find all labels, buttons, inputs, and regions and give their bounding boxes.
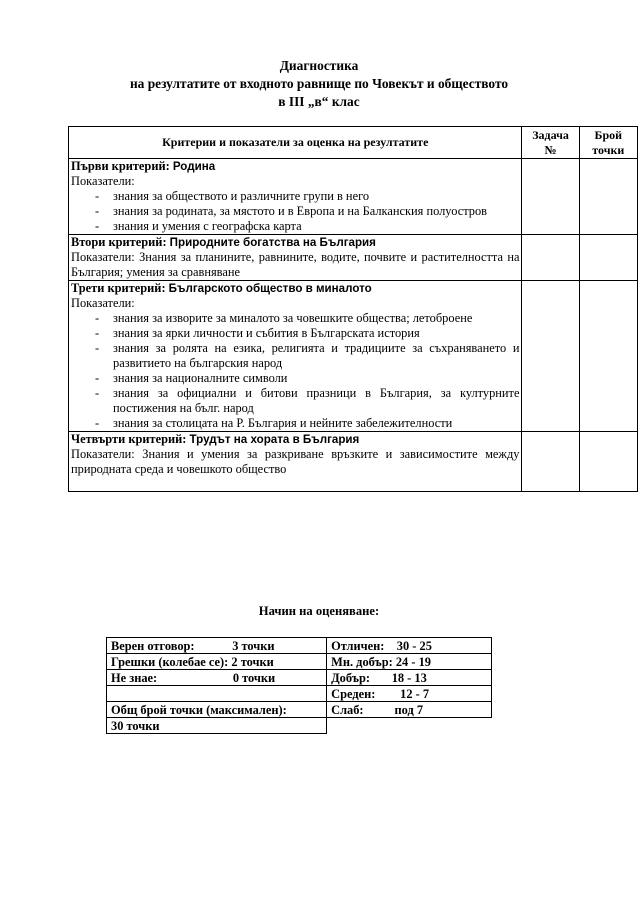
criterion-cell <box>69 235 522 281</box>
criterion-prefix: Трети критерий <box>71 281 162 295</box>
document-title <box>0 57 638 111</box>
criteria-table-header <box>69 127 638 159</box>
grading-row <box>107 702 492 718</box>
indicator-item: - знания за ярки личности и събития в Българската история <box>71 326 519 341</box>
header-task-line1: Задача <box>532 127 569 142</box>
grading-label: Верен отговор: <box>111 638 195 653</box>
header-task <box>522 127 579 159</box>
criterion-prefix: Четвърти критерий <box>71 432 183 446</box>
header-points-line1: Брой <box>594 127 623 142</box>
points-cell <box>579 281 637 432</box>
indicator-list <box>71 189 519 234</box>
grading-left-cell: Грешки (колебае се): 2 точки <box>107 654 327 670</box>
header-criteria: Критерии и показатели за оценка на резултатите <box>69 127 522 159</box>
criterion-cell <box>69 432 522 492</box>
grading-right-cell <box>327 638 492 654</box>
indicator-item: - знания за националните символи <box>71 371 519 386</box>
grading-right-cell <box>327 702 492 718</box>
points-cell <box>579 159 637 235</box>
grading-table <box>106 637 492 734</box>
criterion-title: Първи критерий: Родина <box>71 159 216 173</box>
criterion-prefix: Първи критерий <box>71 159 166 173</box>
grading-method-title: Начин на оценяване: <box>258 604 380 618</box>
grade-label: Отличен: <box>331 638 385 653</box>
header-points-line2: точки <box>592 142 625 157</box>
grading-right-cell <box>327 718 492 734</box>
indicator-list <box>71 311 519 431</box>
criterion-name: Трудът на хората в България <box>189 433 360 446</box>
title-line-3: в III „в“ клас <box>278 94 360 109</box>
task-cell <box>522 235 579 281</box>
grade-range: под 7 <box>394 702 424 717</box>
grade-label: Слаб: <box>331 702 364 717</box>
grading-row <box>107 718 492 734</box>
indicator-item: - знания за изворите за миналото за човешките общества; летоброене <box>71 311 519 326</box>
criterion-title: Четвърти критерий: Трудът на хората в България <box>71 432 360 446</box>
criterion-text: Показатели: Знания и умения за разкриване връзките и зависимостите между природната среда и човешкото общество <box>71 447 520 476</box>
grading-left-cell: Общ брой точки (максимален): <box>107 702 327 718</box>
criterion-title: Втори критерий: Природните богатства на България <box>71 235 376 249</box>
task-cell <box>522 432 579 492</box>
grading-left-cell <box>107 638 327 654</box>
indicator-item: - знания за столицата на Р. България и нейните забележителности <box>71 416 519 431</box>
grading-right-cell: Мн. добър: 24 - 19 <box>327 654 492 670</box>
task-cell <box>522 159 579 235</box>
task-cell <box>522 281 579 432</box>
grading-value: 0 точки <box>232 670 276 685</box>
indicator-item: - знания за родината, за мястото и в Европа и на Балканския полуостров <box>71 204 519 219</box>
criterion-row <box>69 432 638 492</box>
grading-value: 3 точки <box>232 638 275 653</box>
grading-right-cell <box>327 670 492 686</box>
grading-right-cell <box>327 686 492 702</box>
grading-row <box>107 654 492 670</box>
indicator-item: - знания за официални и битови празници в България, за културните постижения на бълг. народ <box>71 386 519 416</box>
criterion-cell <box>69 281 522 432</box>
criterion-intro: Показатели: <box>71 296 135 310</box>
grading-label: Не знае: <box>111 670 158 685</box>
criteria-table <box>68 126 638 492</box>
grade-label: Добър: <box>331 670 370 685</box>
criterion-name: Природните богатства на България <box>169 236 376 249</box>
grading-left-cell <box>107 686 327 702</box>
grading-row <box>107 686 492 702</box>
grading-left-cell: 30 точки <box>107 718 327 734</box>
criterion-name: Родина <box>172 160 216 173</box>
grade-range: 30 - 25 <box>396 638 432 653</box>
criterion-row <box>69 281 638 432</box>
title-line-2: на резултатите от входното равнище по Човекът и обществото <box>129 76 509 91</box>
indicator-item: - знания и умения с географска карта <box>71 219 519 234</box>
header-points <box>579 127 637 159</box>
grading-row <box>107 670 492 686</box>
criterion-name: Българското общество в миналото <box>168 282 372 295</box>
points-cell <box>579 432 637 492</box>
grade-label: Среден: <box>331 686 376 701</box>
criterion-intro: Показатели: <box>71 174 135 188</box>
criterion-cell <box>69 159 522 235</box>
grade-range: 18 - 13 <box>391 670 427 685</box>
points-cell <box>579 235 637 281</box>
grading-row <box>107 638 492 654</box>
header-task-line2: № <box>544 142 557 157</box>
criterion-prefix: Втори критерий <box>71 235 163 249</box>
criterion-row <box>69 159 638 235</box>
grading-left-cell <box>107 670 327 686</box>
criterion-text: Показатели: Знания за планините, равнините, водите, почвите и растителността на България; умения за сравняване <box>71 250 520 279</box>
title-line-1: Диагностика <box>279 58 359 73</box>
indicator-item: - знания за ролята на езика, религията и традициите за съхраняването и развитието на българския народ <box>71 341 519 371</box>
grade-range: 12 - 7 <box>400 686 430 701</box>
criterion-row <box>69 235 638 281</box>
criterion-title: Трети критерий: Българското общество в миналото <box>71 281 372 295</box>
indicator-item: - знания за обществото и различните групи в него <box>71 189 519 204</box>
